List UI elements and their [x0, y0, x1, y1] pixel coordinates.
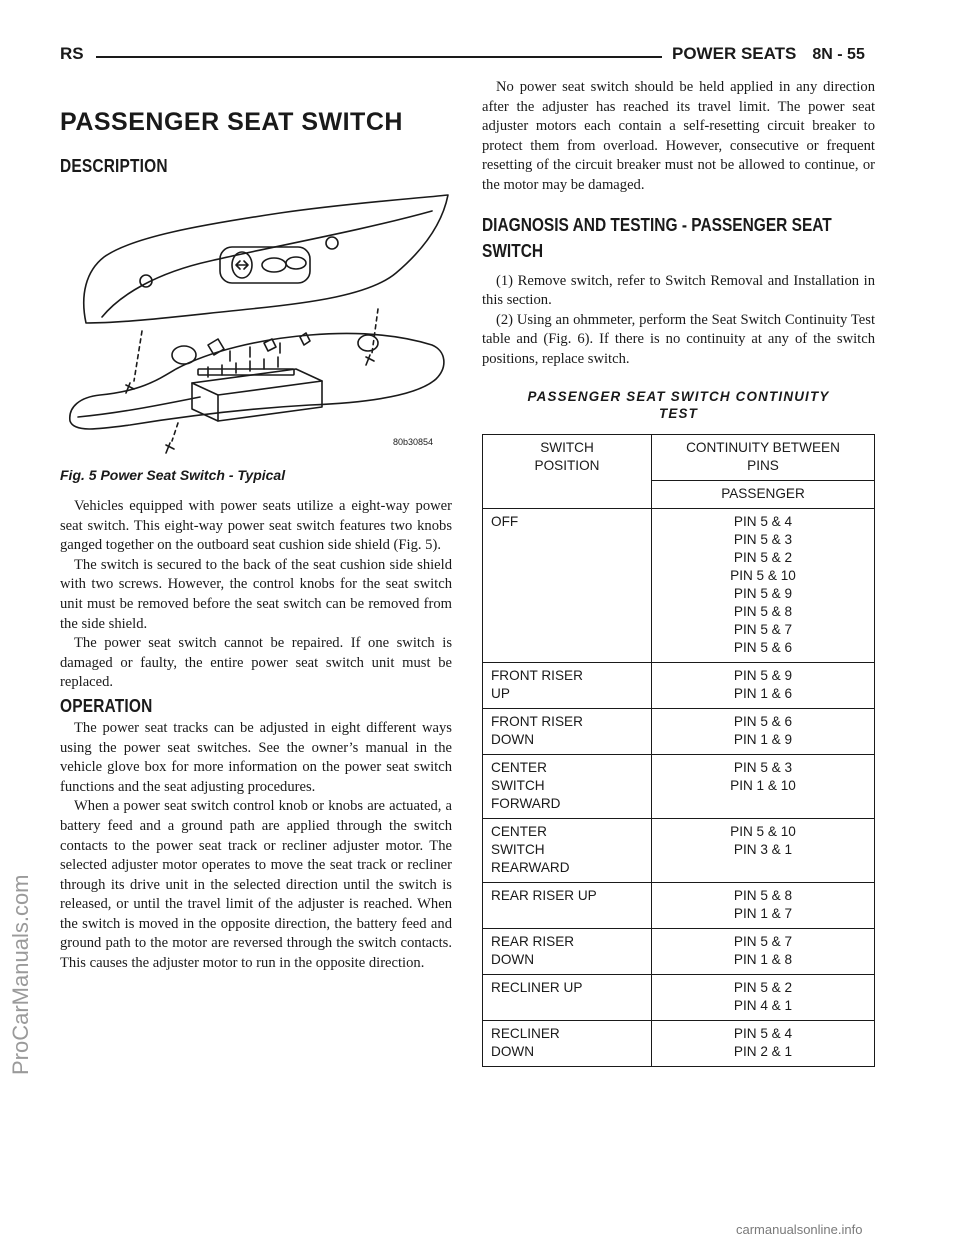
pin-pair-text: PIN 5 & 4: [733, 513, 793, 529]
table-row: [483, 818, 875, 882]
side-watermark: ProCarManuals.com: [8, 874, 33, 1075]
pin-pair-text: PIN 2 & 1: [733, 1043, 793, 1059]
table-body: [483, 508, 875, 1066]
figure-caption: Fig. 5 Power Seat Switch - Typical: [60, 467, 286, 483]
pin-pair-text: PIN 1 & 10: [730, 777, 796, 793]
switch-position-text: REAR RISER: [491, 933, 575, 949]
continuity-pins-cell: [652, 882, 875, 928]
continuity-pins-cell: [652, 974, 875, 1020]
header-title: POWER SEATS: [672, 44, 797, 63]
switch-position-text: REAR RISER UP: [491, 887, 597, 903]
table-row: [483, 508, 875, 662]
pin-pair-text: PIN 5 & 8: [733, 603, 793, 619]
switch-position-text: REARWARD: [491, 859, 570, 875]
seat-switch-illustration: [60, 185, 452, 463]
switch-position-cell: [483, 818, 652, 882]
description-heading: DESCRIPTION: [60, 156, 168, 176]
page-number: 8N - 55: [812, 46, 865, 63]
pin-pair-text: PIN 1 & 6: [733, 685, 793, 701]
header-section-code: RS: [60, 44, 84, 63]
switch-position-text: RECLINER UP: [491, 979, 583, 995]
pin-pair-text: PIN 5 & 3: [733, 759, 793, 775]
continuity-pins-cell: [652, 818, 875, 882]
figure-code: 80b30854: [393, 437, 434, 447]
power-seat-switch-figure: [60, 185, 452, 463]
continuity-pins-cell: [652, 928, 875, 974]
operation-heading: OPERATION: [60, 695, 153, 716]
switch-position-text: DOWN: [491, 731, 535, 747]
pin-pair-text: PIN 5 & 4: [733, 1025, 793, 1041]
header-switch-position: [483, 434, 652, 508]
pin-pair-text: PIN 5 & 8: [733, 887, 793, 903]
test-step: (2) Using an ohmmeter, perform the Seat Switch Continuity Test table and (Fig. 6). If there is no continuity at any of the switch positions, replace switch.: [482, 311, 875, 367]
switch-position-cell: [483, 1020, 652, 1066]
continuity-table: [482, 434, 875, 1067]
table-row: [483, 928, 875, 974]
pin-pair-text: PIN 5 & 3: [733, 531, 793, 547]
pin-pair-text: PIN 5 & 7: [733, 933, 793, 949]
switch-position-cell: [483, 508, 652, 662]
pin-pair-text: PIN 1 & 9: [733, 731, 793, 747]
table-title-line: PASSENGER SEAT SWITCH CONTINUITY: [527, 388, 830, 404]
continuity-pins-cell: [652, 662, 875, 708]
pin-pair-text: PIN 1 & 7: [733, 905, 793, 921]
header-text: POSITION: [534, 457, 600, 473]
pin-pair-text: PIN 5 & 9: [733, 667, 793, 683]
pin-pair-text: PIN 5 & 10: [730, 567, 796, 583]
description-paragraph: Vehicles equipped with power seats utilize a eight-way power seat switch. This eight-way power seat switch features two knobs ganged together on the outboard seat cushion side shield (Fig. 5).: [60, 498, 452, 554]
header-passenger: PASSENGER: [652, 480, 875, 508]
header-title-block: [672, 44, 865, 64]
page-title: PASSENGER SEAT SWITCH: [60, 108, 403, 136]
operation-paragraph: The power seat tracks can be adjusted in eight different ways using the power seat switches. See the owner’s manual in the vehicle glove box for more information on the power seat switch functions and the seat adjusting procedures.: [60, 719, 452, 795]
continuity-pins-cell: [652, 754, 875, 818]
continuity-pins-cell: [652, 508, 875, 662]
switch-position-text: OFF: [491, 513, 519, 529]
diagnosis-heading-line: SWITCH: [482, 240, 544, 261]
pin-pair-text: PIN 1 & 8: [733, 951, 793, 967]
switch-position-text: FRONT RISER: [491, 713, 583, 729]
switch-position-text: FRONT RISER: [491, 667, 583, 683]
switch-position-text: SWITCH: [491, 841, 545, 857]
switch-position-text: SWITCH: [491, 777, 545, 793]
test-step: (1) Remove switch, refer to Switch Removal and Installation in this section.: [482, 272, 875, 309]
pin-pair-text: PIN 3 & 1: [733, 841, 793, 857]
switch-position-cell: [483, 708, 652, 754]
continuity-pins-cell: [652, 1020, 875, 1066]
table-row: [483, 708, 875, 754]
diagnosis-heading: [482, 212, 878, 264]
bottom-watermark: carmanualsonline.info: [736, 1222, 863, 1237]
switch-position-text: FORWARD: [491, 795, 561, 811]
switch-position-text: CENTER: [491, 823, 547, 839]
pin-pair-text: PIN 4 & 1: [733, 997, 793, 1013]
operation-paragraph: When a power seat switch control knob or knobs are actuated, a battery feed and a ground path are applied through the switch contacts to the power seat track or recliner adjuster motor. The selected adjuster motor operates to move the seat track or recliner through its drive unit in the selected direction until the switch is released, or until the travel limit of the adjuster is reached. When the switch is moved in the opposite direction, the battery feed and ground path to the motor are reversed through the switch contacts. This causes the adjuster motor to run in the opposite direction.: [60, 798, 452, 972]
left-column: [60, 108, 452, 974]
table-header-row: [483, 434, 875, 480]
switch-position-text: DOWN: [491, 1043, 535, 1059]
pin-pair-text: PIN 5 & 7: [733, 621, 793, 637]
intro-paragraph: No power seat switch should be held applied in any direction after the adjuster has reached its travel limit. The power seat adjuster motors each contain a self-resetting circuit breaker to protect them from overload. However, consecutive or frequent resetting of the circuit breaker must not be allowed to continue, or the motor may be damaged.: [482, 79, 875, 193]
switch-position-cell: [483, 928, 652, 974]
switch-position-text: CENTER: [491, 759, 547, 775]
switch-position-cell: [483, 754, 652, 818]
table-row: [483, 662, 875, 708]
table-row: [483, 974, 875, 1020]
pin-pair-text: PIN 5 & 6: [733, 639, 793, 655]
description-paragraph: The switch is secured to the back of the seat cushion side shield with two screws. However, the control knobs for the seat switch unit must be removed before the seat switch can be removed from the side shield.: [60, 556, 452, 632]
header-text: PINS: [747, 457, 779, 473]
switch-position-cell: [483, 882, 652, 928]
switch-position-cell: [483, 974, 652, 1020]
switch-position-cell: [483, 662, 652, 708]
description-paragraph: The power seat switch cannot be repaired. If one switch is damaged or faulty, the entire power seat switch unit must be replaced.: [60, 635, 452, 691]
switch-position-text: RECLINER: [491, 1025, 560, 1041]
pin-pair-text: PIN 5 & 10: [730, 823, 796, 839]
table-row: [483, 754, 875, 818]
pin-pair-text: PIN 5 & 6: [733, 713, 793, 729]
switch-position-text: DOWN: [491, 951, 535, 967]
header-text: CONTINUITY BETWEEN: [686, 439, 840, 455]
pin-pair-text: PIN 5 & 2: [733, 979, 793, 995]
header-text: SWITCH: [540, 439, 594, 455]
header-rule: [96, 56, 662, 58]
right-column: [482, 78, 875, 1067]
continuity-pins-cell: [652, 708, 875, 754]
pin-pair-text: PIN 5 & 2: [733, 549, 793, 565]
table-row: [483, 1020, 875, 1066]
table-title-line: TEST: [658, 405, 699, 421]
diagnosis-heading-line: DIAGNOSIS AND TESTING - PASSENGER SEAT: [482, 214, 832, 235]
table-row: [483, 882, 875, 928]
pin-pair-text: PIN 5 & 9: [733, 585, 793, 601]
header-continuity: [652, 434, 875, 480]
table-title: [482, 388, 875, 422]
switch-position-text: UP: [491, 685, 510, 701]
